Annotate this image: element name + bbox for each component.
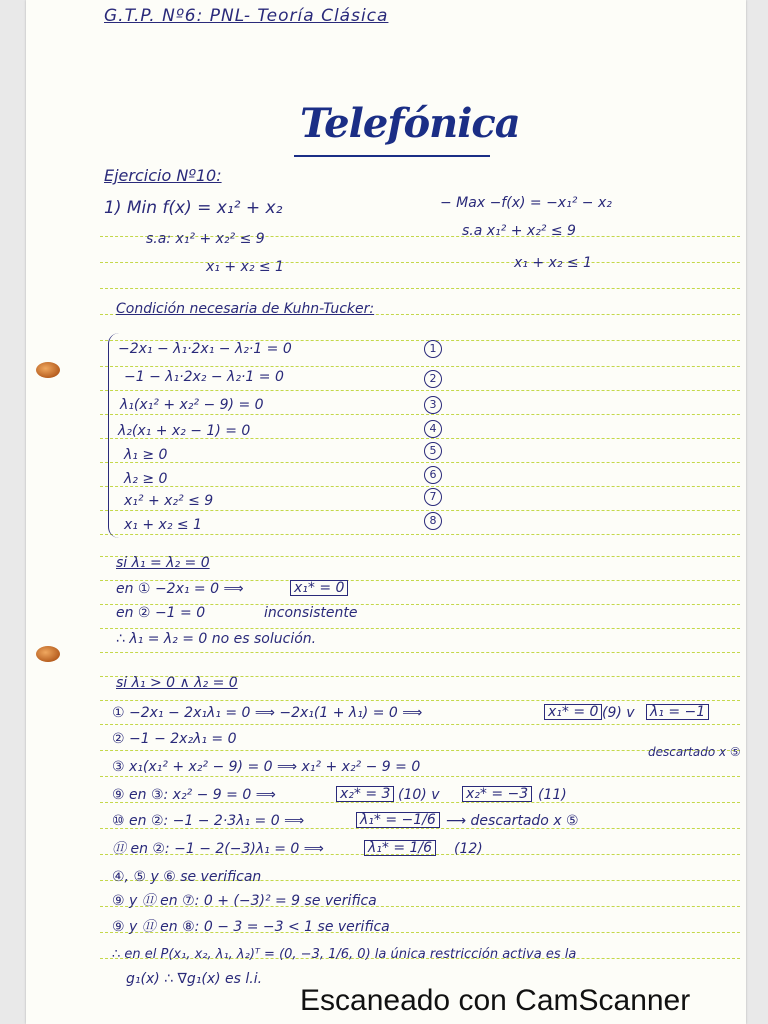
ruled-line [100, 776, 740, 777]
case2-row4-or: (10) v [398, 787, 440, 803]
case1-result-box: x₁* = 0 [290, 580, 348, 596]
problem-constraint-2: x₁ + x₂ ≤ 1 [206, 259, 284, 275]
case1-conclusion: ∴ λ₁ = λ₂ = 0 no es solución. [116, 631, 317, 647]
case2-row5-box: λ₁* = −1/6 [356, 812, 440, 828]
ruled-line [100, 700, 740, 701]
exercise-title: Ejercicio Nº10: [104, 166, 222, 185]
case2-row6-ref: (12) [454, 841, 483, 857]
binder-hole [36, 646, 60, 662]
case1-title: si λ₁ = λ₂ = 0 [116, 555, 210, 571]
case2-title: si λ₁ > 0 ∧ λ₂ = 0 [116, 675, 238, 691]
case2-row1-or: (9) v [602, 705, 635, 721]
case2-row1-box: x₁* = 0 [544, 704, 602, 720]
case2-row1: ① −2x₁ − 2x₁λ₁ = 0 ⟹ −2x₁(1 + λ₁) = 0 ⟹ [112, 705, 423, 721]
condition-number: 7 [424, 488, 442, 506]
kt-condition-1: −2x₁ − λ₁·2x₁ − λ₂·1 = 0 [118, 341, 292, 357]
condition-number: 6 [424, 466, 442, 484]
page-header: G.T.P. Nº6: PNL- Teoría Clásica [104, 6, 389, 26]
ruled-line [100, 414, 740, 415]
kt-condition-7: x₁² + x₂² ≤ 9 [124, 493, 214, 509]
kt-condition-8: x₁ + x₂ ≤ 1 [124, 517, 202, 533]
ruled-line [100, 462, 740, 463]
case2-row4-box: x₂* = 3 [336, 786, 394, 802]
condition-number: 2 [424, 370, 442, 388]
problem-constraint-1: s.a: x₁² + x₂² ≤ 9 [146, 231, 265, 247]
case2-row6: ⑪ en ②: −1 − 2(−3)λ₁ = 0 ⟹ [112, 841, 324, 857]
camscanner-watermark: Escaneado con CamScanner [300, 984, 691, 1017]
case2-row9: ⑨ y ⑪ en ⑧: 0 − 3 = −3 < 1 se verifica [112, 919, 390, 935]
kt-condition-3: λ₁(x₁² + x₂² − 9) = 0 [120, 397, 264, 413]
ruled-line [100, 750, 740, 751]
case2-row4-ref: (11) [538, 787, 567, 803]
case2-row8: ⑨ y ⑪ en ⑦: 0 + (−3)² = 9 se verifica [112, 893, 377, 909]
condition-number: 5 [424, 442, 442, 460]
kt-condition-2: −1 − λ₁·2x₂ − λ₂·1 = 0 [124, 369, 284, 385]
equivalent-constraint-1: s.a x₁² + x₂² ≤ 9 [462, 223, 576, 239]
binder-hole [36, 362, 60, 378]
problem-objective: 1) Min f(x) = x₁² + x₂ [104, 198, 283, 218]
case2-row6-box: λ₁* = 1/6 [364, 840, 436, 856]
kt-condition-5: λ₁ ≥ 0 [124, 447, 168, 463]
ruled-line [100, 486, 740, 487]
case2-row5: ⑩ en ②: −1 − 2·3λ₁ = 0 ⟹ [112, 813, 305, 829]
case1-line2: en ② −1 = 0 [116, 605, 206, 621]
case2-discarded-note: descartado x ⑤ [648, 745, 741, 759]
case2-row5-note: ⟶ descartado x ⑤ [446, 813, 579, 829]
ruled-line [100, 628, 740, 629]
case2-row7: ④, ⑤ y ⑥ se verifican [112, 869, 262, 885]
case2-row3: ③ x₁(x₁² + x₂² − 9) = 0 ⟹ x₁² + x₂² − 9 = 0 [112, 759, 421, 775]
case1-inconsistent: inconsistente [264, 605, 358, 621]
ruled-line [100, 288, 740, 289]
case2-row1-box2: λ₁ = −1 [646, 704, 709, 720]
equivalent-objective: − Max −f(x) = −x₁² − x₂ [440, 195, 612, 211]
case2-row2: ② −1 − 2x₂λ₁ = 0 [112, 731, 237, 747]
equivalent-constraint-2: x₁ + x₂ ≤ 1 [514, 255, 592, 271]
ruled-line [100, 510, 740, 511]
case2-conclusion-2: g₁(x) ∴ ∇g₁(x) es l.i. [126, 971, 263, 987]
case2-row4-box2: x₂* = −3 [462, 786, 532, 802]
condition-number: 4 [424, 420, 442, 438]
kt-condition-4: λ₂(x₁ + x₂ − 1) = 0 [118, 423, 251, 439]
condition-number: 3 [424, 396, 442, 414]
ruled-line [100, 652, 740, 653]
case2-row4: ⑨ en ③: x₂² − 9 = 0 ⟹ [112, 787, 276, 803]
ruled-line [100, 366, 740, 367]
ruled-line [100, 262, 740, 263]
ruled-line [100, 724, 740, 725]
case2-conclusion: ∴ en el P(x₁, x₂, λ₁, λ₂)ᵀ = (0, −3, 1/6, 0) la única restricción activa es la [112, 947, 577, 962]
kt-condition-6: λ₂ ≥ 0 [124, 471, 168, 487]
case1-line1: en ① −2x₁ = 0 ⟹ [116, 581, 244, 597]
logo-underline [294, 155, 490, 157]
condition-number: 8 [424, 512, 442, 530]
ruled-line [100, 390, 740, 391]
telefonica-logo: Telefónica [300, 100, 520, 147]
ruled-line [100, 534, 740, 535]
kt-title: Condición necesaria de Kuhn-Tucker: [116, 301, 375, 317]
condition-number: 1 [424, 340, 442, 358]
